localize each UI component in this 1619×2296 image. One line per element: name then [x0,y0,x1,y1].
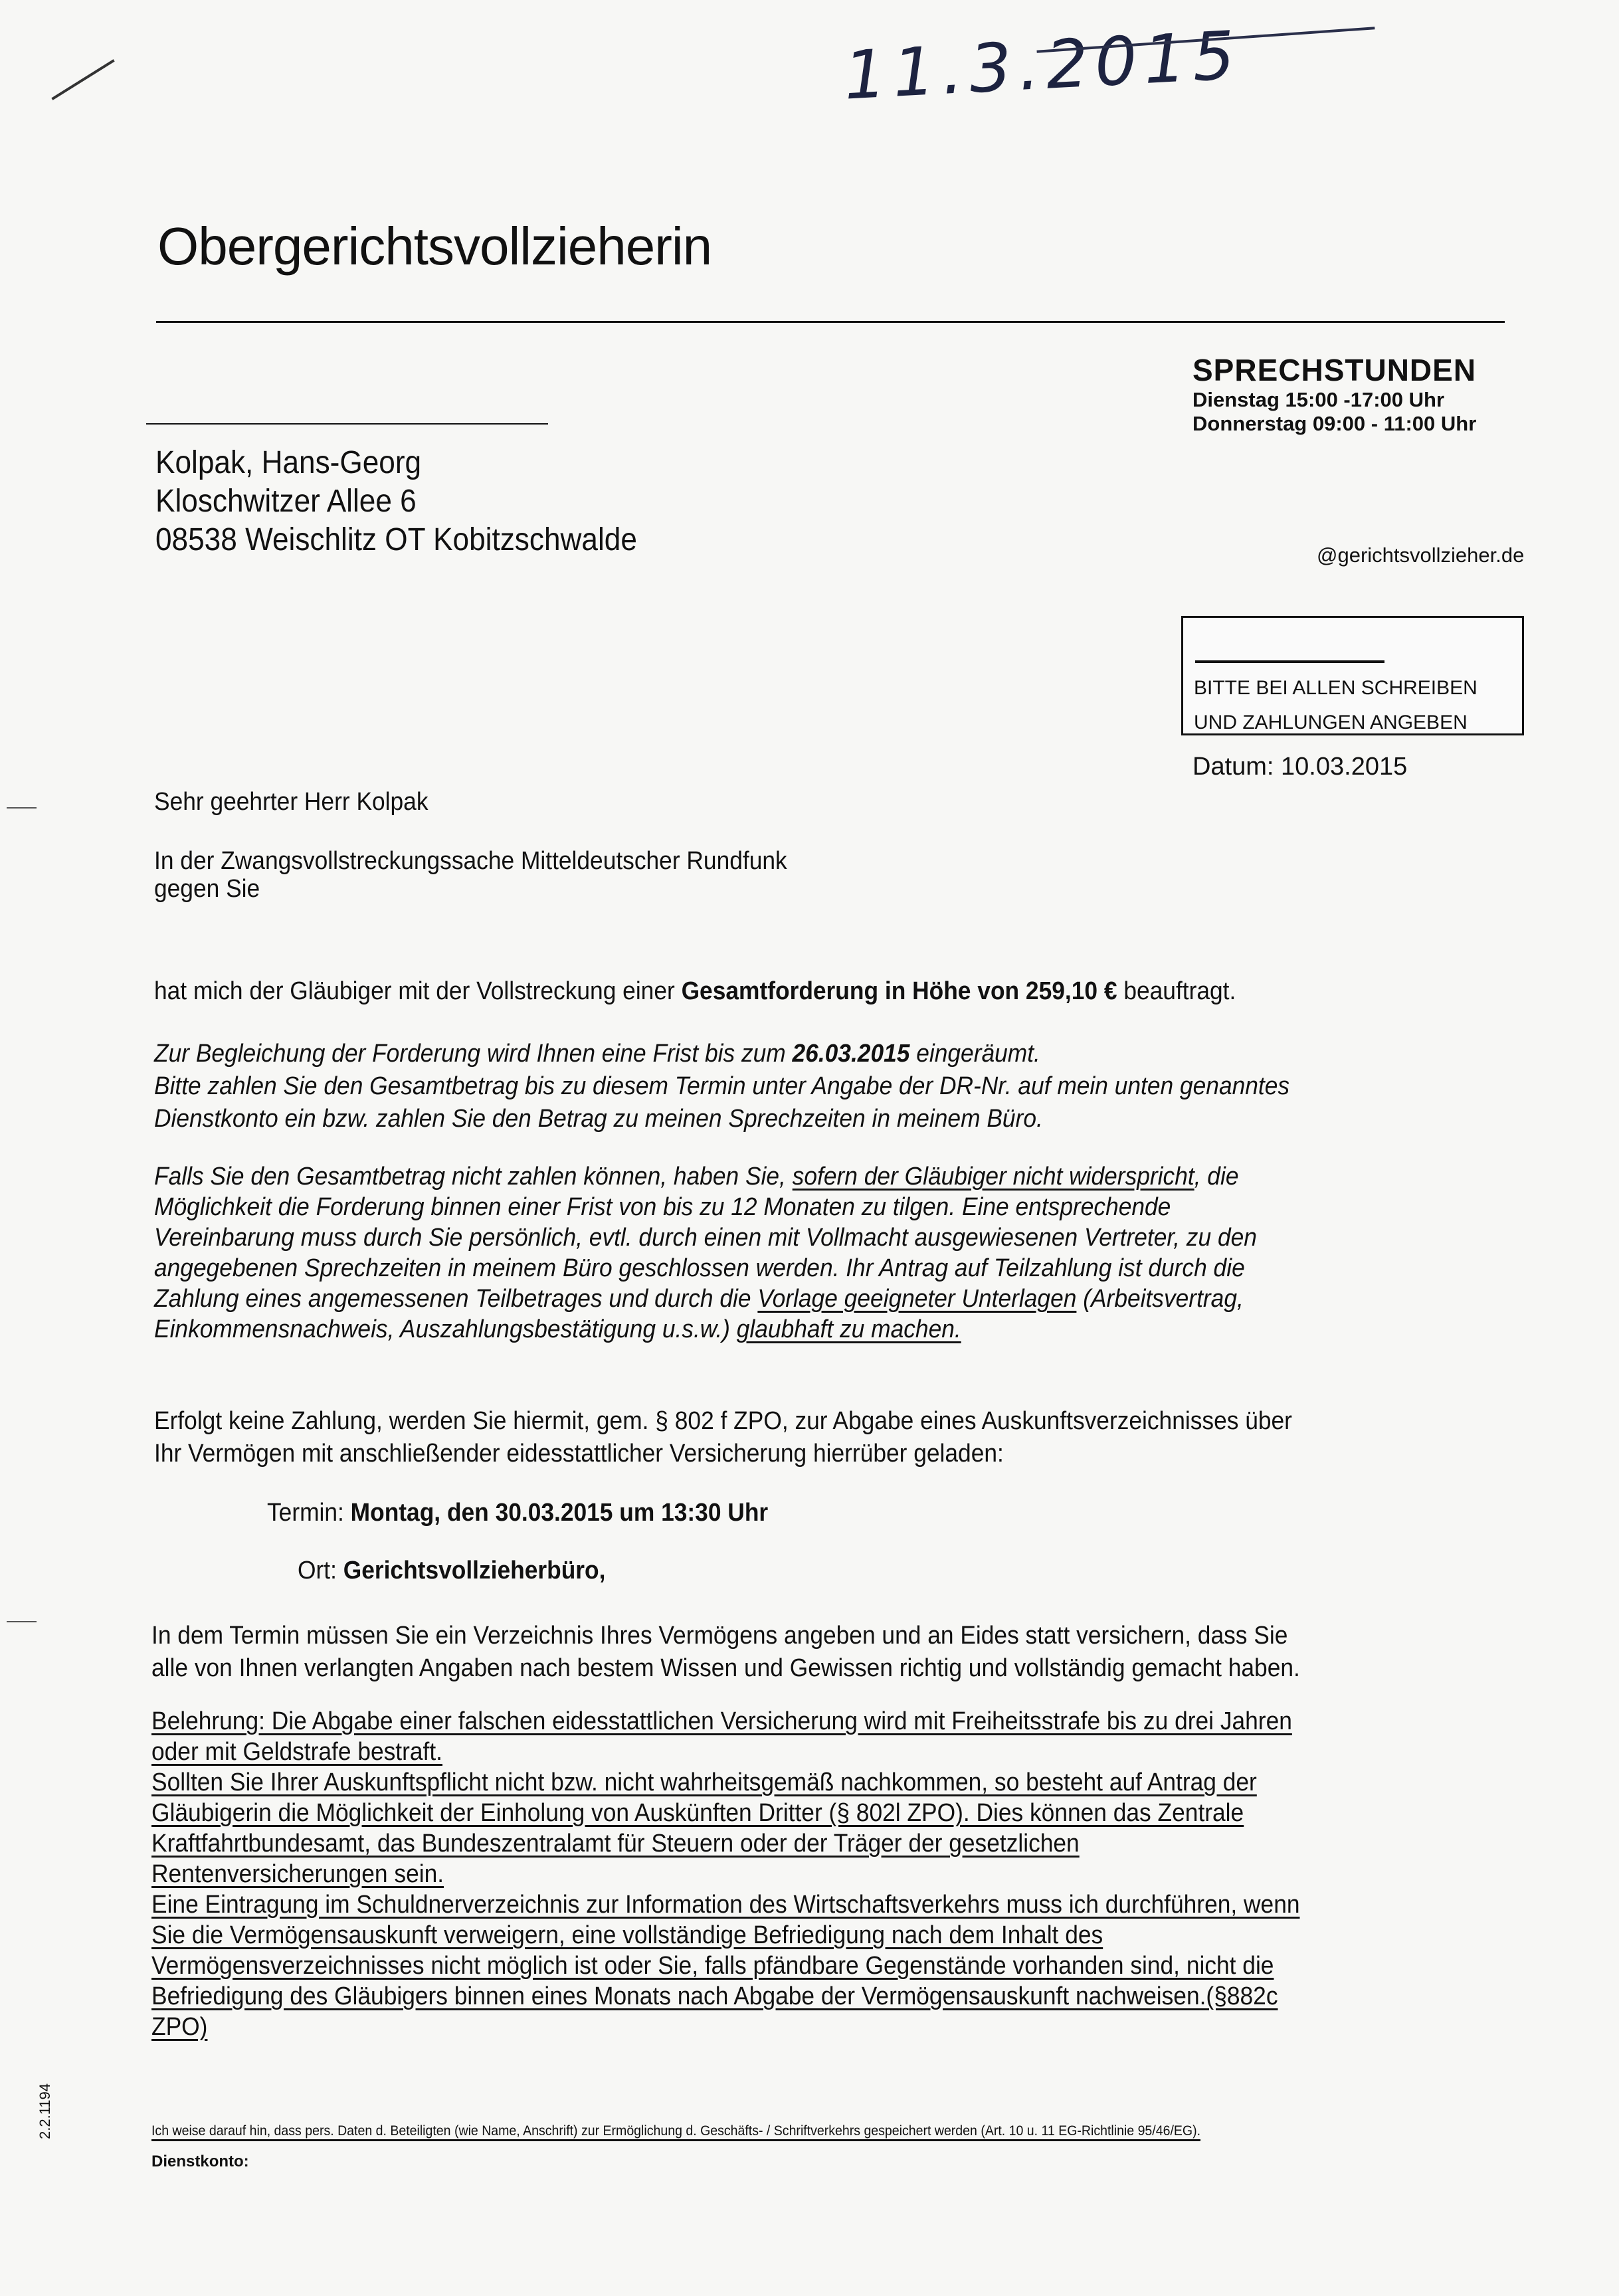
claim-text: hat mich der Gläubiger mit der Vollstreckung einer [154,977,682,1005]
instruction-line: Sollten Sie Ihrer Auskunftspflicht nicht bzw. nicht wahrheitsgemäß nachkommen, so besteht auf Antrag der [151,1769,1257,1796]
reference-instruction-line: UND ZAHLUNGEN ANGEBEN [1194,712,1468,733]
form-number: 2.2.1194 [37,2083,53,2139]
claim-text: beauftragt. [1117,977,1236,1005]
appointment-time [267,1497,768,1529]
deadline-text: eingeräumt. [909,1040,1040,1068]
handwritten-date: 11.3.2015 [842,16,1244,115]
sender-line [146,423,548,425]
installment-text: Falls Sie den Gesamtbetrag nicht zahlen können, haben Sie, [154,1163,793,1191]
installment-text: Einkommensnachweis, Auszahlungsbestätigung u.s.w.) [154,1315,737,1343]
instruction-line: Rentenversicherungen sein. [151,1860,444,1888]
recipient-name: Kolpak, Hans-Georg [155,445,422,480]
instruction-line: Gläubigerin die Möglichkeit der Einholung von Auskünften Dritter (§ 802l ZPO). Dies können das Zentrale [151,1799,1244,1827]
privacy-notice: Ich weise darauf hin, dass pers. Daten d. Beteiligten (wie Name, Anschrift) zur Ermöglichung d. Geschäfts- / Schriftverkehrs gespeichert werden (Art. 10 u. 11 EG-Richtlinie 95/46/EG). [151,2123,1201,2139]
installment-text: Möglichkeit die Forderung binnen einer Frist von bis zu 12 Monaten zu tilgen. Eine entsprechende [154,1193,1171,1221]
deadline-date: 26.03.2015 [792,1040,910,1068]
appointment-location [298,1555,605,1587]
page-title: Obergerichtsvollzieherin [157,217,712,276]
office-hours-line: Donnerstag 09:00 - 11:00 Uhr [1192,412,1477,435]
claim-paragraph [154,975,1236,1008]
appointment-value: Montag, den 30.03.2015 um 13:30 Uhr [350,1499,769,1527]
installment-text: Zahlung eines angemessenen Teilbetrages und durch die [154,1285,758,1313]
instruction-line: Eine Eintragung im Schuldnerverzeichnis zur Information des Wirtschaftsverkehrs muss ich durchführen, wenn [151,1891,1300,1919]
reference-instruction [1194,671,1477,740]
instruction-line: Vermögensverzeichnisses nicht möglich ist oder Sie, falls pfändbare Gegenstände vorhanden sind, nicht die [151,1952,1274,1980]
appointment-label: Termin: [267,1499,351,1527]
reference-instruction-line: BITTE BEI ALLEN SCHREIBEN [1194,677,1477,699]
deadline-text: Zur Begleichung der Forderung wird Ihnen eine Frist bis zum [154,1040,793,1068]
summons-text: Ihr Vermögen mit anschließender eidesstattlicher Versicherung hierrüber geladen: [154,1440,1004,1468]
header-divider [156,321,1505,323]
office-hours-heading: SPRECHSTUNDEN [1192,353,1477,387]
account-label: Dienstkonto: [151,2152,249,2170]
office-hours-line: Dienstag 15:00 -17:00 Uhr [1192,388,1445,411]
summons-text: Erfolgt keine Zahlung, werden Sie hiermit, gem. § 802 f ZPO, zur Abgabe eines Auskunftsverzeichnisses über [154,1407,1292,1435]
recipient-address [155,444,637,559]
reference-box [1181,616,1524,735]
salutation: Sehr geehrter Herr Kolpak [154,788,429,816]
reference-number-line [1195,660,1384,663]
instruction-line: Kraftfahrtbundesamt, das Bundeszentralamt für Steuern oder der Träger der gesetzlichen [151,1830,1080,1858]
installment-text: (Arbeitsvertrag, [1076,1285,1244,1313]
fold-mark [7,807,37,809]
case-reference [154,847,787,903]
instruction-line: Sie die Vermögensauskunft verweigern, eine vollständige Befriedigung nach dem Inhalt des [151,1921,1103,1949]
recipient-city: 08538 Weischlitz OT Kobitzschwalde [155,522,637,557]
obligation-text: In dem Termin müssen Sie ein Verzeichnis Ihres Vermögens angeben und an Eides statt versichern, dass Sie [151,1622,1288,1650]
location-label: Ort: [298,1557,343,1584]
recipient-street: Kloschwitzer Allee 6 [155,484,417,519]
instruction-line: oder mit Geldstrafe bestraft. [151,1738,443,1766]
legal-instruction [151,1706,1300,2042]
installment-underlined: Vorlage geeigneter Unterlagen [757,1285,1077,1313]
instruction-line: ZPO) [151,2013,208,2041]
pen-stroke-mark [51,59,114,100]
case-line: In der Zwangsvollstreckungssache Mitteldeutscher Rundfunk [154,847,787,875]
obligation-text: alle von Ihnen verlangten Angaben nach bestem Wissen und Gewissen richtig und vollständig gemacht haben. [151,1654,1300,1682]
installment-paragraph [154,1161,1257,1345]
letter-date: Datum: 10.03.2015 [1192,753,1408,781]
installment-underlined: sofern der Gläubiger nicht widerspricht [792,1163,1194,1191]
email-address: @gerichtsvollzieher.de [1317,543,1525,567]
instruction-line: Befriedigung des Gläubigers binnen eines Monats nach Abgabe der Vermögensauskunft nachweisen.(§882c [151,1982,1278,2010]
deadline-text: Dienstkonto ein bzw. zahlen Sie den Betrag zu meinen Sprechzeiten in meinem Büro. [154,1105,1043,1133]
instruction-line: Belehrung: Die Abgabe einer falschen eidesstattlichen Versicherung wird mit Freiheitsstrafe bis zu drei Jahren [151,1707,1292,1735]
installment-text: Vereinbarung muss durch Sie persönlich, evtl. durch einen mit Vollmacht ausgewiesenen Vertreter, zu den [154,1224,1257,1252]
case-line: gegen Sie [154,875,260,903]
installment-text: angegebenen Sprechzeiten in meinem Büro geschlossen werden. Ihr Antrag auf Teilzahlung ist durch die [154,1254,1245,1282]
office-hours [1192,352,1476,436]
deadline-text: Bitte zahlen Sie den Gesamtbetrag bis zu diesem Termin unter Angabe der DR-Nr. auf mein unten genanntes [154,1072,1290,1100]
summons-paragraph [154,1405,1292,1470]
fold-mark [7,1621,37,1622]
claim-amount: Gesamtforderung in Höhe von 259,10 € [681,977,1117,1005]
deadline-paragraph [154,1038,1289,1135]
installment-underlined: glaubhaft zu machen. [736,1315,961,1343]
obligation-paragraph [151,1620,1300,1685]
location-value: Gerichtsvollzieherbüro, [343,1557,606,1584]
installment-text: , die [1194,1163,1239,1191]
